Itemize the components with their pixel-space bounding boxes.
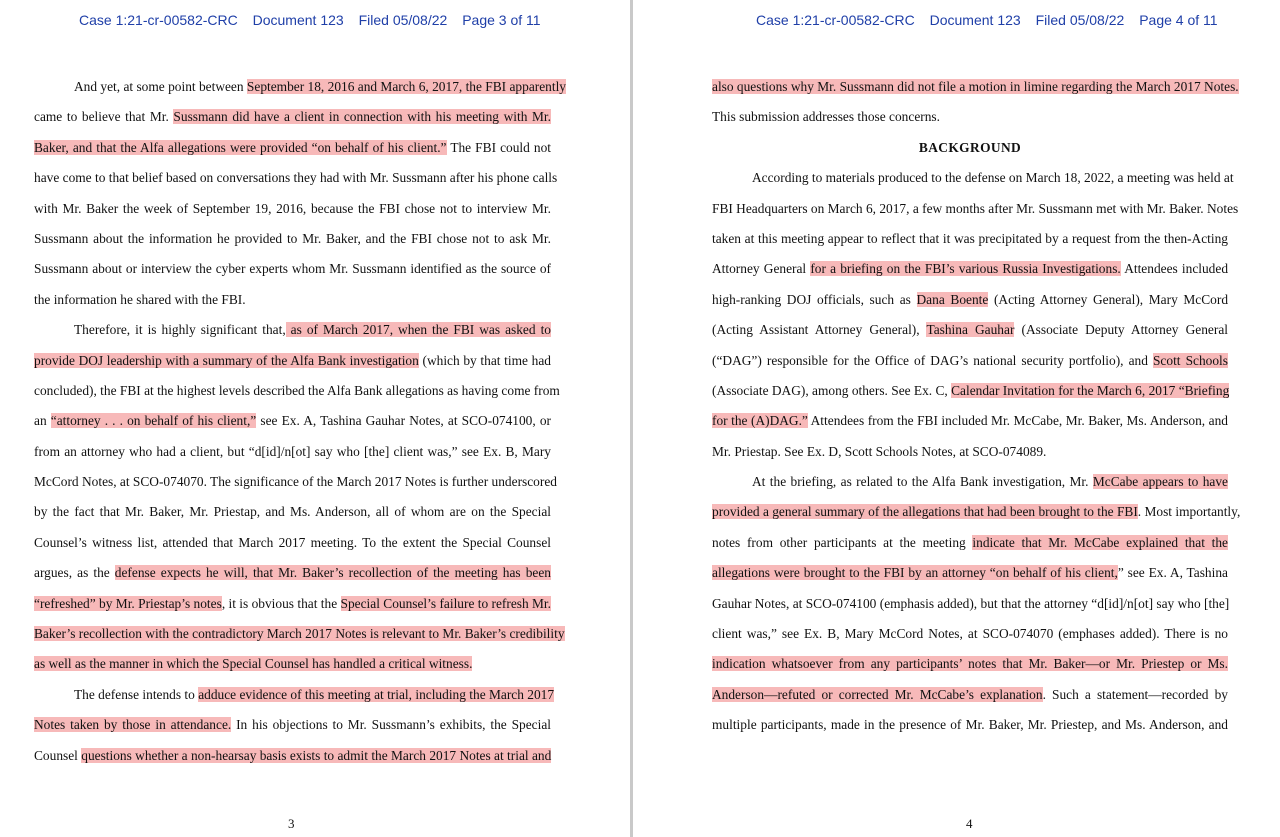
highlighted-text: questions whether a non-hearsay basis exists to admit the March 2017 Notes at trial and: [81, 747, 552, 763]
page-number: 4: [966, 816, 973, 831]
text-segment: In his objections to Mr. Sussmann’s exhibits, the Special: [231, 717, 552, 733]
text-line: [712, 467, 1228, 497]
highlighted-text: provide DOJ leadership with a summary of the Alfa Bank investigation: [34, 352, 419, 368]
text-line: [34, 194, 551, 224]
highlighted-text: as well as the manner in which the Special Counsel has handled a critical witness.: [34, 656, 473, 672]
text-line: [712, 710, 1228, 740]
text-segment: BACKGROUND: [918, 139, 1022, 155]
text-line: [34, 163, 558, 193]
text-line: [34, 589, 551, 619]
text-line: [712, 102, 1228, 132]
text-line: [712, 558, 1228, 588]
text-line: [34, 497, 551, 527]
text-segment: Counsel’s witness list, attended that March 2017 meeting. To the extent the Special Counsel: [34, 534, 551, 550]
text-segment: FBI Headquarters on March 6, 2017, a few months after Mr. Sussmann met with Mr. Baker. Notes: [712, 200, 1239, 216]
text-segment: . Such a statement—recorded by: [1042, 686, 1228, 702]
text-segment: At the briefing, as related to the Alfa Bank investigation, Mr.: [752, 474, 1093, 490]
text-line: [34, 649, 551, 679]
highlighted-text: Anderson—refuted or corrected Mr. McCabe’s explanation: [712, 686, 1043, 702]
text-line: [34, 710, 551, 740]
text-line: [712, 497, 1241, 527]
text-segment: According to materials produced to the defense on March 18, 2022, a meeting was held at: [752, 170, 1234, 186]
text-line: [34, 102, 551, 132]
text-segment: an: [34, 413, 51, 429]
text-segment: argues, as the: [34, 565, 115, 581]
highlighted-text: defense expects he will, that Mr. Baker’s recollection of the meeting has been: [114, 565, 551, 581]
text-line: [712, 315, 1228, 345]
text-segment: Sussmann about or interview the cyber experts whom Mr. Sussmann identified as the source of: [34, 261, 551, 277]
text-segment: (Associate Deputy Attorney General: [1014, 322, 1228, 338]
text-line: [34, 619, 565, 649]
filed-date: Filed 05/08/22: [358, 12, 448, 28]
text-segment: Attendees from the FBI included Mr. McCabe, Mr. Baker, Ms. Anderson, and: [807, 413, 1228, 429]
page-body: [34, 72, 566, 771]
text-line: [34, 224, 551, 254]
highlighted-text: Sussmann did have a client in connection with his meeting with Mr.: [173, 109, 551, 125]
document-page-3: [0, 0, 630, 837]
text-segment: Attendees included: [1120, 261, 1229, 277]
highlighted-text: as of March 2017, when the FBI was asked to: [285, 322, 551, 338]
highlighted-text: adduce evidence of this meeting at trial, including the March 2017: [198, 686, 555, 702]
highlighted-text: Baker’s recollection with the contradictory March 2017 Notes is relevant to Mr. Baker’s credibility: [34, 626, 565, 642]
highlighted-text: September 18, 2016 and March 6, 2017, the FBI apparently: [246, 79, 566, 94]
highlighted-text: Scott Schools: [1152, 352, 1228, 368]
text-segment: . Most importantly,: [1137, 504, 1241, 520]
text-line: [712, 619, 1228, 649]
text-line: [712, 437, 1228, 467]
text-line: [34, 315, 551, 345]
text-segment: from an attorney who had a client, but “d[id]/n[ot] say who [the] client was,” see Ex. B, Mary: [34, 443, 551, 459]
text-line: [712, 254, 1228, 284]
text-line: [34, 254, 551, 284]
text-line: [34, 528, 551, 558]
document-number: Document 123: [252, 12, 344, 28]
text-line: [34, 133, 551, 163]
text-segment: The defense intends to: [74, 686, 199, 702]
text-segment: (Acting Attorney General), Mary McCord: [988, 291, 1229, 307]
text-line: [712, 406, 1228, 436]
document-page-4: [633, 0, 1280, 837]
highlighted-text: for a briefing on the FBI’s various Russia Investigations.: [810, 261, 1121, 277]
page-number: 3: [288, 816, 295, 831]
highlighted-text: Calendar Invitation for the March 6, 2017 “Briefing: [951, 382, 1230, 398]
text-segment: And yet, at some point between: [74, 79, 247, 94]
text-segment: notes from other participants at the meeting: [712, 534, 973, 550]
text-line: [712, 224, 1228, 254]
highlighted-text: McCabe appears to have: [1092, 474, 1228, 490]
text-segment: Gauhar Notes, at SCO-074100 (emphasis added), but that the attorney “d[id]/n[ot] say who [the]: [712, 595, 1230, 611]
text-line: [712, 528, 1228, 558]
text-segment: ” see Ex. A, Tashina: [1117, 565, 1228, 581]
text-segment: This submission addresses those concerns.: [712, 109, 940, 125]
case-number: Case 1:21-cr-00582-CRC: [79, 12, 238, 28]
case-number: Case 1:21-cr-00582-CRC: [756, 12, 915, 28]
text-line: [712, 72, 1239, 102]
text-line: [34, 558, 551, 588]
highlighted-text: allegations were brought to the FBI by an attorney “on behalf of his client,: [712, 565, 1118, 581]
text-line: [712, 376, 1228, 406]
text-line: [712, 346, 1228, 376]
highlighted-text: Special Counsel’s failure to refresh Mr.: [340, 595, 551, 611]
text-segment: see Ex. A, Tashina Gauhar Notes, at SCO-074100, or: [256, 413, 551, 429]
highlighted-text: Notes taken by those in attendance.: [34, 717, 232, 733]
highlighted-text: “attorney . . . on behalf of his client,”: [50, 413, 257, 429]
text-line: [34, 72, 566, 102]
text-line: [712, 680, 1228, 710]
highlighted-text: Tashina Gauhar: [926, 322, 1015, 338]
text-line: [712, 589, 1228, 619]
text-segment: client was,” see Ex. B, Mary McCord Notes, at SCO-074070 (emphases added). There is no: [712, 626, 1228, 642]
text-segment: by the fact that Mr. Baker, Mr. Priestap, and Ms. Anderson, all of whom are on the Special: [34, 504, 551, 520]
highlighted-text: Baker, and that the Alfa allegations were provided “on behalf of his client.”: [34, 139, 447, 155]
highlighted-text: indicate that Mr. McCabe explained that the: [972, 534, 1228, 550]
text-segment: concluded), the FBI at the highest levels described the Alfa Bank allegations as having come from: [34, 382, 560, 398]
page-indicator: Page 4 of 11: [1139, 12, 1218, 28]
highlighted-text: also questions why Mr. Sussmann did not file a motion in limine regarding the March 2017 Notes.: [712, 79, 1239, 94]
text-line: [34, 467, 557, 497]
text-segment: taken at this meeting appear to reflect that it was precipitated by a request from the then-Acting: [712, 230, 1228, 246]
text-segment: have come to that belief based on conversations they had with Mr. Sussmann after his phone calls: [34, 170, 558, 186]
page-indicator: Page 3 of 11: [462, 12, 541, 28]
filed-date: Filed 05/08/22: [1035, 12, 1125, 28]
text-segment: (which by that time had: [418, 352, 551, 368]
text-segment: Therefore, it is highly significant that,: [74, 322, 286, 338]
text-line: [34, 406, 551, 436]
text-segment: McCord Notes, at SCO-074070. The significance of the March 2017 Notes is further underscored: [34, 474, 557, 490]
text-line: [712, 285, 1228, 315]
text-line: [34, 741, 551, 771]
text-segment: (Acting Assistant Attorney General),: [712, 322, 927, 338]
text-segment: Counsel: [34, 747, 82, 763]
text-segment: came to believe that Mr.: [34, 109, 174, 125]
text-segment: (“DAG”) responsible for the Office of DAG’s national security portfolio), and: [712, 352, 1153, 368]
page-header: [756, 12, 1229, 28]
text-line: [712, 133, 1228, 163]
page-body: [712, 72, 1241, 741]
text-segment: , it is obvious that the: [221, 595, 341, 611]
text-segment: The FBI could not: [446, 139, 551, 155]
highlighted-text: for the (A)DAG.”: [712, 413, 808, 429]
text-line: [34, 437, 551, 467]
text-line: [712, 649, 1228, 679]
text-line: [34, 346, 551, 376]
page-header: [79, 12, 552, 28]
text-segment: the information he shared with the FBI.: [34, 291, 246, 307]
text-segment: high-ranking DOJ officials, such as: [712, 291, 917, 307]
text-line: [712, 194, 1239, 224]
document-number: Document 123: [929, 12, 1021, 28]
text-segment: multiple participants, made in the presence of Mr. Baker, Mr. Priestep, and Ms. Anderson, and: [712, 717, 1228, 733]
text-segment: Sussmann about the information he provided to Mr. Baker, and the FBI chose not to ask Mr.: [34, 230, 551, 246]
text-line: [34, 680, 555, 710]
text-line: [34, 285, 551, 315]
highlighted-text: Dana Boente: [916, 291, 989, 307]
text-segment: (Associate DAG), among others. See Ex. C,: [712, 382, 952, 398]
highlighted-text: indication whatsoever from any participants’ notes that Mr. Baker—or Mr. Priestep or Ms.: [712, 656, 1228, 672]
text-line: [712, 163, 1234, 193]
text-segment: Attorney General: [712, 261, 811, 277]
text-segment: Mr. Priestap. See Ex. D, Scott Schools Notes, at SCO-074089.: [712, 443, 1047, 459]
highlighted-text: provided a general summary of the allegations that had been brought to the FBI: [712, 504, 1138, 520]
text-line: [34, 376, 560, 406]
text-segment: with Mr. Baker the week of September 19, 2016, because the FBI chose not to interview Mr.: [34, 200, 551, 216]
highlighted-text: “refreshed” by Mr. Priestap’s notes: [34, 595, 222, 611]
